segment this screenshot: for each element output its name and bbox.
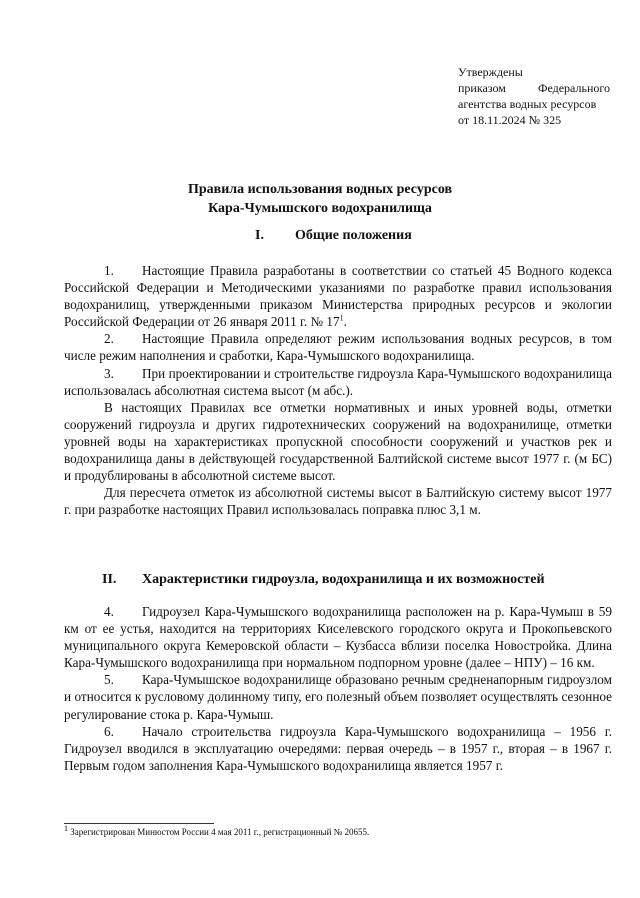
section-title: Характеристики гидроузла, водохранилища и их возможностей [142, 572, 545, 587]
paragraph [64, 330, 612, 364]
approval-stamp [458, 64, 610, 128]
paragraph-text: При проектировании и строительстве гидроузла Кара-Чумышского водохранилища использовалась абсолютная система высот (м абс.). [64, 365, 612, 398]
document-title-line-2: Кара-Чумышского водохранилища [208, 201, 432, 216]
paragraph [64, 399, 612, 484]
section-1-body [64, 262, 612, 518]
footnote-ref: 1 [339, 313, 344, 323]
section-title: Общие положения [295, 228, 412, 243]
paragraph [64, 262, 612, 330]
footnote-text: Зарегистрирован Минюстом России 4 мая 2011 г., регистрационный № 20655. [68, 827, 370, 837]
paragraph-number: 3. [104, 365, 114, 381]
approval-line-2a: приказом [458, 81, 506, 95]
approval-line-4: от 18.11.2024 № 325 [458, 113, 562, 127]
footnote-separator [64, 823, 214, 824]
paragraph [64, 723, 612, 774]
paragraph [64, 365, 612, 399]
paragraph-text: Для пересчета отметок из абсолютной системы высот в Балтийскую систему высот 1977 г. при разработке настоящих Правил использовалась поправка плюс 3,1 м. [64, 485, 612, 518]
paragraph-number: 2. [104, 331, 114, 347]
paragraph-number: 6. [104, 723, 114, 739]
section-heading-1 [255, 226, 412, 245]
approval-line-3: агентства водных ресурсов [458, 97, 597, 111]
section-number: I. [255, 228, 264, 243]
section-number: II. [102, 572, 117, 587]
document-title-line-1: Правила использования водных ресурсов [187, 182, 453, 197]
paragraph [64, 603, 612, 671]
footnote-marker: 1 [64, 824, 68, 833]
paragraph-text: Начало строительства гидроузла Кара-Чумышского водохранилища – 1956 г. Гидроузел вводился в эксплуатацию очередями: первая очередь – в 1957 г., вторая – в 1967 г. Первым годом заполнения Кара-Чумышского водохранилища является 1957 г. [64, 723, 612, 773]
paragraph-number: 1. [104, 263, 114, 278]
document-title [0, 180, 640, 218]
paragraph-number: 4. [104, 604, 114, 619]
section-heading-2 [102, 570, 545, 589]
section-2-body [64, 603, 612, 774]
paragraph-text: Настоящие Правила определяют режим использования водных ресурсов, в том числе режим наполнения и сработки, Кара-Чумышского водохранилища. [64, 331, 612, 364]
paragraph-number: 5. [104, 672, 114, 688]
paragraph-text: Настоящие Правила разработаны в соответствии со статьей 45 Водного кодекса Российской Федерации и Методическими указаниями по разработке правил использования водохранилищ, утвержденными приказом Министерства природных ресурсов и экологии Российской Федерации от 26 января 2011 г. № 17 [64, 263, 612, 330]
paragraph-text: В настоящих Правилах все отметки нормативных и иных уровней воды, отметки сооружений гидроузла и других гидротехнических сооружений на водохранилище, отметки уровней воды на характеристиках пропускной способности сооружений и участков рек и водохранилища даны в действующей государственной Балтийской системе высот 1977 г. (м БС) и продублированы в абсолютной системе высот. [64, 399, 612, 484]
paragraph [64, 671, 612, 722]
approval-line-2 [458, 80, 610, 96]
approval-line-2b: Федерального [537, 81, 610, 95]
paragraph-tail: . [343, 314, 347, 330]
approval-line-1: Утверждены [458, 65, 523, 79]
paragraph [64, 484, 612, 518]
paragraph-text: Гидроузел Кара-Чумышского водохранилища расположен на р. Кара-Чумыш в 59 км от ее устья, находится на территориях Киселевского городского округа и Прокопьевского муниципального округа Кемеровской области – Кузбасса вблизи поселка Новостройка. Длина Кара-Чумышского водохранилища при нормальном подпорном уровне (далее – НПУ) – 16 км. [64, 604, 612, 671]
paragraph-text: Кара-Чумышское водохранилище образовано речным средненапорным гидроузлом и относится к русловому долинному типу, его полезный объем позволяет осуществлять сезонное регулирование стока р. Кара-Чумыш. [64, 672, 612, 722]
footnote [64, 826, 612, 838]
